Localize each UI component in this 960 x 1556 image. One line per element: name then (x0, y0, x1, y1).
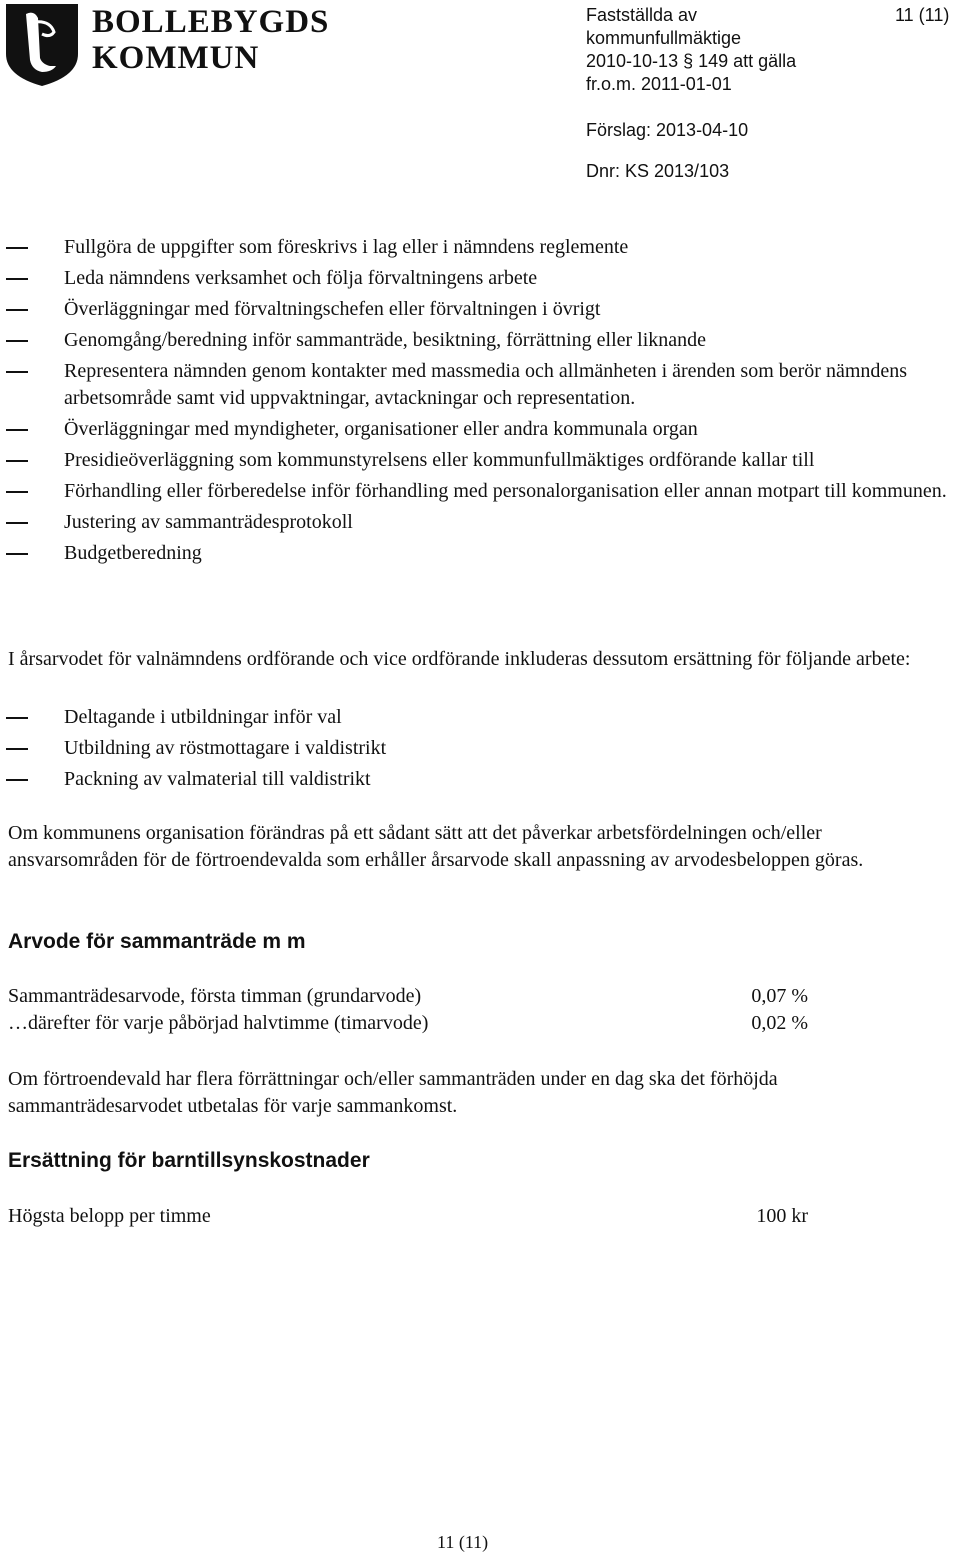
dash-bullet-icon (6, 748, 28, 750)
list-item: Representera nämnden genom kontakter med massmedia och allmänheten i ärenden som berör nämndens arbetsområde samt vid uppvaktningar, avtackningar och representation. (0, 358, 960, 412)
dash-bullet-icon (6, 553, 28, 555)
logo-line-2: KOMMUN (92, 40, 260, 76)
list-item: Överläggningar med myndigheter, organisationer eller andra kommunala organ (0, 416, 960, 443)
status-line: Fastställda av (586, 5, 698, 25)
fee-label: …därefter för varje påbörjad halvtimme (timarvode) (8, 1012, 429, 1034)
list-item: Genomgång/beredning inför sammanträde, besiktning, förrättning eller liknande (0, 327, 960, 354)
fee-row (8, 985, 808, 1008)
max-amount-label: Högsta belopp per timme (8, 1205, 211, 1227)
multiple-meetings-paragraph: Om förtroendevald har flera förrättningar och/eller sammanträden under en dag ska det förhöjda sammanträdesarvodet utbetalas för varje sammankomst. (8, 1068, 778, 1117)
list-item: Fullgöra de uppgifter som föreskrivs i lag eller i nämndens reglemente (0, 234, 960, 261)
max-amount-row (8, 1205, 808, 1228)
status-line: kommunfullmäktige (586, 28, 742, 48)
organisation-change-paragraph: Om kommunens organisation förändras på ett sådant sätt att det påverkar arbetsfördelningen och/eller ansvarsområden för de förtroendevalda som erhåller årsarvode skall anpassning av arvodesbeloppen göras. (8, 822, 864, 871)
page-number-bottom: 11 (11) (437, 1532, 489, 1552)
list-item: Deltagande i utbildningar inför val (0, 704, 960, 731)
document-status (586, 4, 846, 96)
dash-bullet-icon (6, 429, 28, 431)
fee-label: Sammanträdesarvode, första timman (grundarvode) (8, 985, 422, 1007)
list-item: Budgetberedning (0, 540, 960, 567)
list-item: Justering av sammanträdesprotokoll (0, 509, 960, 536)
page-number-top: 11 (11) (895, 5, 950, 25)
dash-bullet-icon (6, 309, 28, 311)
fee-row (8, 1012, 808, 1035)
heading-childcare: Ersättning för barntillsynskostnader (8, 1149, 370, 1172)
status-line: 2010-10-13 § 149 att gälla (586, 51, 797, 71)
list-item: Utbildning av röstmottagare i valdistrikt (0, 735, 960, 762)
election-board-paragraph: I årsarvodet för valnämndens ordförande och vice ordförande inkluderas dessutom ersättning för följande arbete: (8, 648, 911, 670)
dash-bullet-icon (6, 340, 28, 342)
dash-bullet-icon (6, 522, 28, 524)
max-amount-value: 100 kr (756, 1205, 808, 1227)
dash-bullet-icon (6, 371, 28, 373)
fee-value: 0,07 % (751, 985, 808, 1007)
list-item: Förhandling eller förberedelse inför förhandling med personalorganisation eller annan motpart till kommunen. (0, 478, 960, 505)
heading-meeting-fee: Arvode för sammanträde m m (8, 930, 306, 953)
coat-of-arms-icon (4, 2, 82, 88)
logo-line-1: BOLLEBYGDS (92, 4, 330, 40)
list-item: Packning av valmaterial till valdistrikt (0, 766, 960, 793)
registration-number: Dnr: KS 2013/103 (586, 161, 730, 181)
list-item: Överläggningar med förvaltningschefen eller förvaltningen i övrigt (0, 296, 960, 323)
duties-list (0, 234, 960, 571)
list-item: Presidieöverläggning som kommunstyrelsens eller kommunfullmäktiges ordförande kallar till (0, 447, 960, 474)
dash-bullet-icon (6, 460, 28, 462)
dash-bullet-icon (6, 717, 28, 719)
dash-bullet-icon (6, 278, 28, 280)
election-duties-list (0, 704, 960, 797)
proposal-date: Förslag: 2013-04-10 (586, 120, 749, 140)
dash-bullet-icon (6, 247, 28, 249)
status-line: fr.o.m. 2011-01-01 (586, 74, 732, 94)
dash-bullet-icon (6, 779, 28, 781)
fee-value: 0,02 % (751, 1012, 808, 1034)
list-item: Leda nämndens verksamhet och följa förvaltningens arbete (0, 265, 960, 292)
municipality-logo (4, 2, 330, 88)
dash-bullet-icon (6, 491, 28, 493)
